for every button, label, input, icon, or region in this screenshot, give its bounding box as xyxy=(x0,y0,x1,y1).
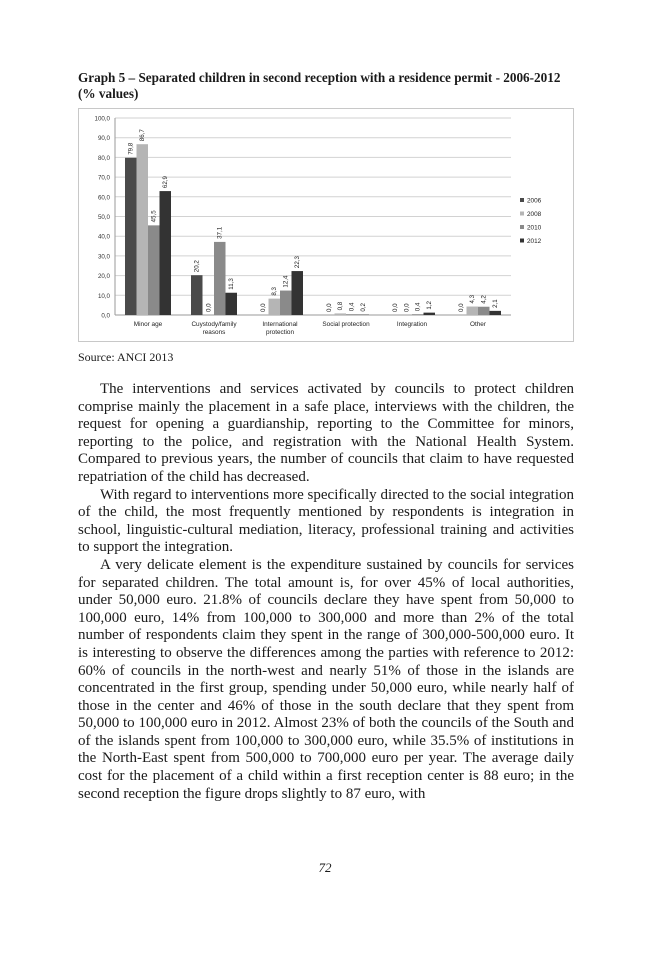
bar-chart xyxy=(79,109,573,341)
body-text xyxy=(78,381,574,803)
y-tick-label: 20,0 xyxy=(97,273,110,281)
data-label: 0,4 xyxy=(348,302,356,312)
data-label: 0,0 xyxy=(391,303,399,312)
y-tick-label: 90,0 xyxy=(97,135,110,143)
data-label: 37,1 xyxy=(216,226,224,239)
legend-swatch-2010 xyxy=(520,225,524,229)
bar-2008 xyxy=(137,144,149,315)
bar-2012 xyxy=(292,271,304,315)
paragraph-2: With regard to interventions more specifically directed to the social integration of the child, the most frequently mentioned by respondents is integration in school, linguistic-cultural mediation, literacy, professional training and activities to support the integration. xyxy=(78,486,574,556)
data-label: 0,4 xyxy=(414,302,422,312)
bar-2010 xyxy=(478,307,490,315)
x-tick-label: Other xyxy=(470,321,486,328)
bar-2006 xyxy=(125,158,137,315)
y-tick-label: 60,0 xyxy=(97,194,110,202)
legend-swatch-2012 xyxy=(520,239,524,243)
bar-2010 xyxy=(346,314,358,315)
data-label: 4,2 xyxy=(480,295,488,304)
bar-2012 xyxy=(226,293,238,315)
data-label: 22,3 xyxy=(294,256,302,269)
bar-2012 xyxy=(490,311,502,315)
legend-label-2006: 2006 xyxy=(527,197,542,205)
bar-2008 xyxy=(269,299,281,315)
x-tick-label: International xyxy=(262,321,298,328)
data-label: 12,4 xyxy=(282,275,290,288)
page-number: 72 xyxy=(318,860,332,875)
x-tick-label: Minor age xyxy=(133,321,163,328)
data-label: 86,7 xyxy=(139,129,147,142)
chart-source: Source: ANCI 2013 xyxy=(78,350,174,364)
data-label: 45,5 xyxy=(150,210,158,223)
data-label: 0,8 xyxy=(337,301,345,311)
data-label: 8,3 xyxy=(271,287,279,296)
data-label: 0,0 xyxy=(457,303,465,312)
bar-2008 xyxy=(467,307,479,315)
legend-label-2012: 2012 xyxy=(527,238,542,245)
legend-swatch-2008 xyxy=(520,212,524,216)
data-label: 20,2 xyxy=(193,260,201,273)
y-tick-label: 40,0 xyxy=(97,233,110,241)
data-label: 2,1 xyxy=(492,299,500,308)
bar-2008 xyxy=(335,313,347,315)
x-tick-label: Cuystody/family xyxy=(191,321,237,328)
bar-2012 xyxy=(424,313,436,315)
bar-2006 xyxy=(191,275,203,315)
bar-2010 xyxy=(412,314,424,315)
bar-2010 xyxy=(280,291,292,315)
paragraph-3: A very delicate element is the expenditure sustained by councils for services for separated children. The total amount is, for over 45% of local authorities, under 50,000 euro. 21.8% of councils declare they have spent from 50,000 to 100,000 euro, 14% from 100,000 to 300,000 and more than 2% of the total number of respondents claim they spent in the range of 300,000-500,000 euro. It is interesting to observe the differences among the parties with reference to 2012: 60% of councils in the north-west and nearly 51% of those in the islands are concentrated in the first group, spending under 50,000 euro, while nearly half of those in the center and 46% of those in the south declare that they spent from 50,000 to 100,000 euro in 2012. Almost 23% of both the councils of the South and of the islands spent from 100,000 to 300,000 euro, while 35.5% of institutions in the North-East spent from 500,000 to 700,000 euro per year. The average daily cost for the placement of a child within a first reception center is 88 euro; in the second reception the figure drops slightly to 87 euro, with xyxy=(78,556,574,802)
y-tick-label: 0,0 xyxy=(101,312,110,320)
x-tick-label: reasons xyxy=(202,329,226,336)
data-label: 0,2 xyxy=(360,302,368,312)
x-tick-label: Social protection xyxy=(322,321,370,328)
bar-2012 xyxy=(160,191,172,315)
data-label: 62,9 xyxy=(162,176,170,189)
y-tick-label: 10,0 xyxy=(97,292,110,300)
bar-2010 xyxy=(214,242,226,315)
legend-swatch-2006 xyxy=(520,198,524,202)
chart-frame xyxy=(78,108,574,342)
x-tick-label: protection xyxy=(265,329,295,336)
legend-label-2010: 2010 xyxy=(527,224,542,232)
bar-2010 xyxy=(148,225,160,315)
data-label: 0,0 xyxy=(205,303,213,312)
y-tick-label: 50,0 xyxy=(97,214,110,221)
data-label: 4,3 xyxy=(469,294,477,304)
data-label: 0,0 xyxy=(325,303,333,312)
data-label: 11,3 xyxy=(228,278,236,290)
data-label: 0,0 xyxy=(259,303,267,312)
data-label: 1,2 xyxy=(426,301,434,310)
x-tick-label: Integration xyxy=(396,321,428,328)
y-tick-label: 80,0 xyxy=(97,154,110,162)
y-tick-label: 30,0 xyxy=(97,253,110,261)
y-tick-label: 70,0 xyxy=(97,174,110,182)
legend-label-2008: 2008 xyxy=(527,211,542,218)
data-label: 79,8 xyxy=(127,142,135,155)
paragraph-1: The interventions and services activated by councils to protect children comprise mainly the placement in a safe place, interviews with the children, the request for opening a guardianship, reporting to the Committee for minors, reporting to the police, and registration with the National Health System. Compared to previous years, the number of councils that claim to have requested repatriation of the child has decreased. xyxy=(78,381,574,485)
y-tick-label: 100,0 xyxy=(94,115,110,123)
graph-title: Graph 5 – Separated children in second reception with a residence permit - 2006-2012 (% values) xyxy=(78,70,561,101)
data-label: 0,0 xyxy=(403,303,411,312)
